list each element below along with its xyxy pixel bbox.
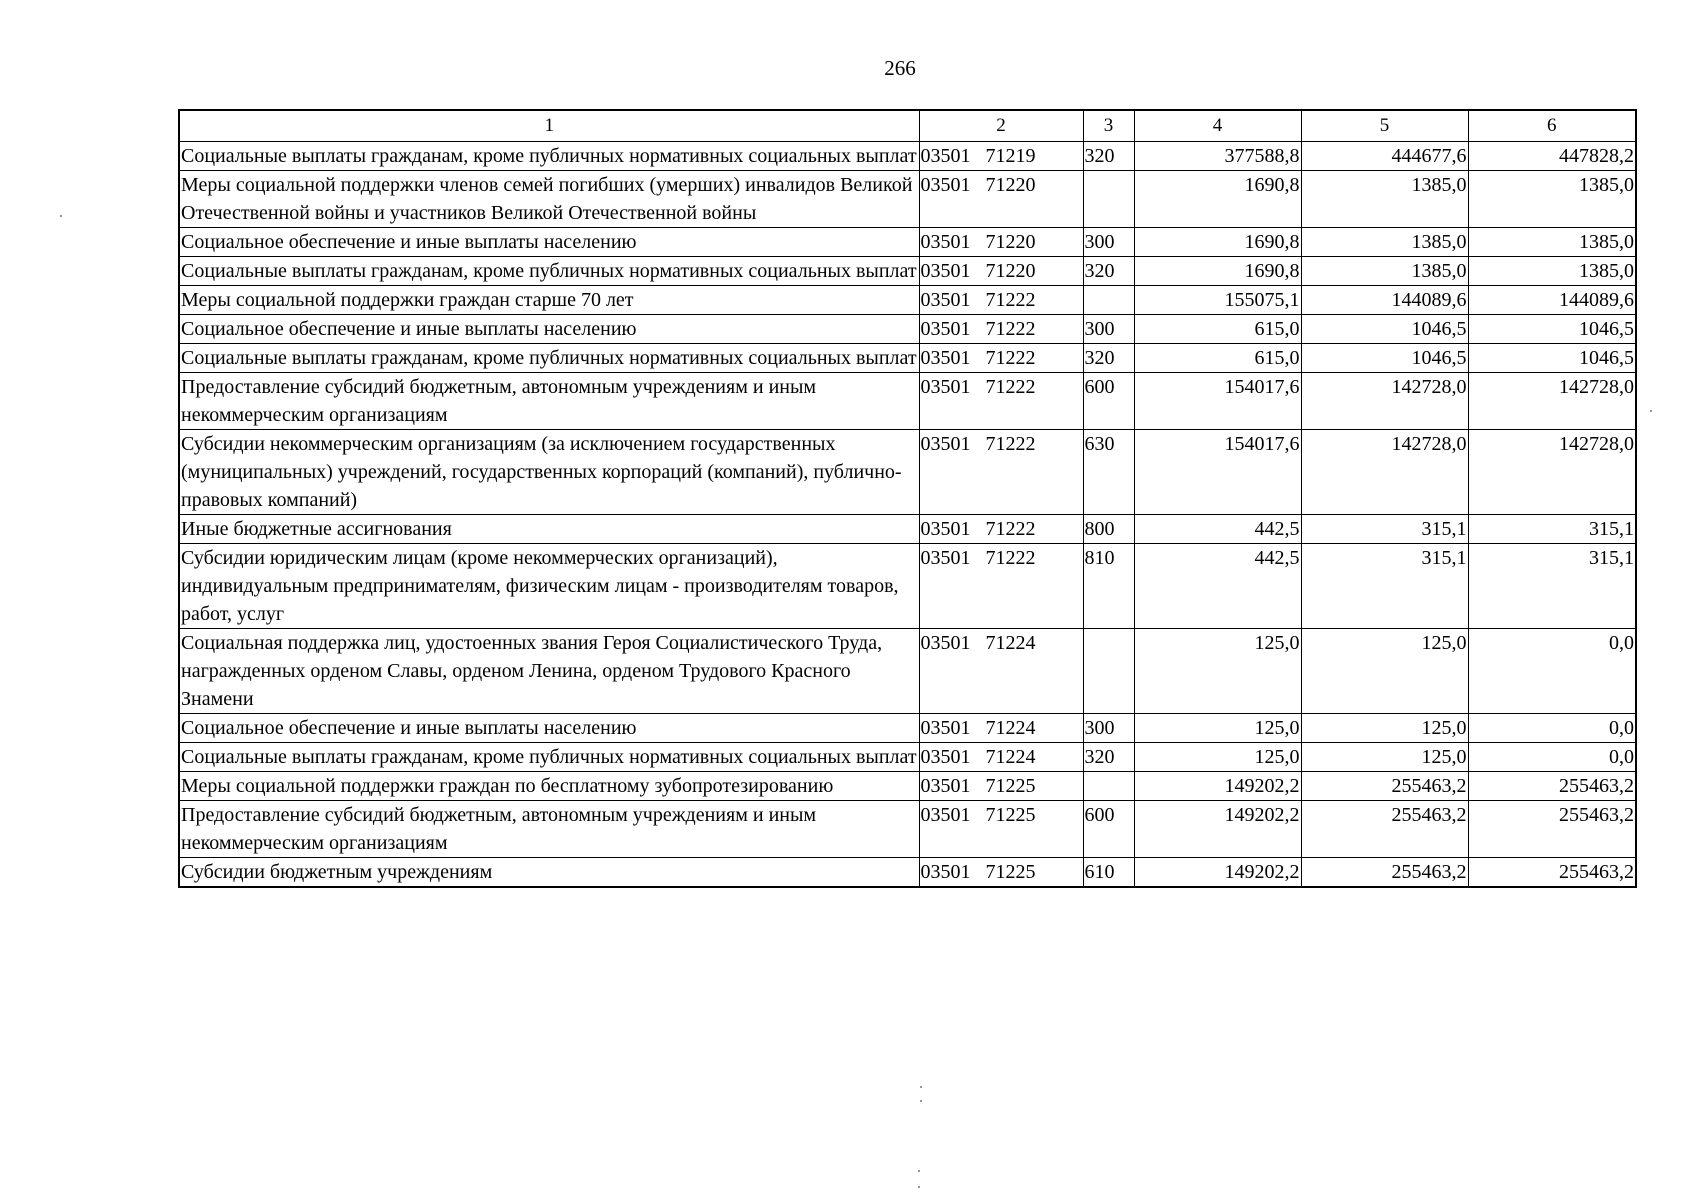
table-row xyxy=(179,714,1636,743)
row-code: 03501 71225 xyxy=(919,858,1083,888)
row-expense-type xyxy=(1083,772,1134,801)
scan-speck xyxy=(918,1170,920,1172)
row-value-col6: 1046,5 xyxy=(1468,315,1636,344)
row-code: 03501 71224 xyxy=(919,714,1083,743)
row-value-col6: 447828,2 xyxy=(1468,142,1636,171)
row-value-col4: 615,0 xyxy=(1134,344,1301,373)
row-code: 03501 71225 xyxy=(919,772,1083,801)
column-header: 1 xyxy=(179,110,919,142)
row-expense-type: 600 xyxy=(1083,801,1134,858)
row-code: 03501 71225 xyxy=(919,801,1083,858)
table-row xyxy=(179,772,1636,801)
row-expense-type xyxy=(1083,171,1134,228)
row-code: 03501 71220 xyxy=(919,257,1083,286)
scan-speck xyxy=(918,1186,920,1188)
row-name: Меры социальной поддержки членов семей погибших (умерших) инвалидов Великой Отечественной войны и участников Великой Отечественной войны xyxy=(179,171,919,228)
row-name: Субсидии бюджетным учреждениям xyxy=(179,858,919,888)
row-value-col6: 144089,6 xyxy=(1468,286,1636,315)
row-value-col6: 315,1 xyxy=(1468,544,1636,629)
row-name: Социальная поддержка лиц, удостоенных звания Героя Социалистического Труда, награжденных орденом Славы, орденом Ленина, орденом Трудового Красного Знамени xyxy=(179,629,919,714)
row-expense-type xyxy=(1083,629,1134,714)
column-header: 5 xyxy=(1301,110,1468,142)
row-value-col5: 125,0 xyxy=(1301,743,1468,772)
row-expense-type: 320 xyxy=(1083,257,1134,286)
row-value-col5: 315,1 xyxy=(1301,515,1468,544)
row-value-col5: 255463,2 xyxy=(1301,858,1468,888)
row-code: 03501 71220 xyxy=(919,228,1083,257)
row-value-col6: 255463,2 xyxy=(1468,858,1636,888)
row-value-col4: 125,0 xyxy=(1134,629,1301,714)
column-header: 6 xyxy=(1468,110,1636,142)
row-code: 03501 71222 xyxy=(919,315,1083,344)
row-name: Предоставление субсидий бюджетным, автономным учреждениям и иным некоммерческим организациям xyxy=(179,373,919,430)
row-value-col6: 255463,2 xyxy=(1468,772,1636,801)
row-value-col6: 315,1 xyxy=(1468,515,1636,544)
row-name: Предоставление субсидий бюджетным, автономным учреждениям и иным некоммерческим организациям xyxy=(179,801,919,858)
row-expense-type: 610 xyxy=(1083,858,1134,888)
row-code: 03501 71219 xyxy=(919,142,1083,171)
row-value-col4: 149202,2 xyxy=(1134,858,1301,888)
row-code: 03501 71220 xyxy=(919,171,1083,228)
table-row xyxy=(179,171,1636,228)
budget-table xyxy=(178,109,1637,888)
table-row xyxy=(179,858,1636,888)
column-header: 3 xyxy=(1083,110,1134,142)
row-value-col4: 1690,8 xyxy=(1134,228,1301,257)
row-code: 03501 71222 xyxy=(919,373,1083,430)
row-name: Социальные выплаты гражданам, кроме публичных нормативных социальных выплат xyxy=(179,142,919,171)
row-value-col6: 1385,0 xyxy=(1468,171,1636,228)
scan-speck xyxy=(920,1086,922,1088)
row-name: Субсидии некоммерческим организациям (за исключением государственных (муниципальных) учреждений, государственных корпораций (компаний), публично-правовых компаний) xyxy=(179,430,919,515)
row-value-col6: 142728,0 xyxy=(1468,373,1636,430)
row-value-col5: 1385,0 xyxy=(1301,228,1468,257)
row-value-col4: 149202,2 xyxy=(1134,772,1301,801)
row-expense-type: 800 xyxy=(1083,515,1134,544)
table-row xyxy=(179,544,1636,629)
row-name: Социальные выплаты гражданам, кроме публичных нормативных социальных выплат xyxy=(179,743,919,772)
table-row xyxy=(179,515,1636,544)
row-name: Социальное обеспечение и иные выплаты населению xyxy=(179,228,919,257)
row-value-col4: 1690,8 xyxy=(1134,257,1301,286)
table-row xyxy=(179,257,1636,286)
row-value-col5: 144089,6 xyxy=(1301,286,1468,315)
row-value-col5: 444677,6 xyxy=(1301,142,1468,171)
table-row xyxy=(179,430,1636,515)
row-code: 03501 71224 xyxy=(919,743,1083,772)
row-expense-type: 320 xyxy=(1083,142,1134,171)
row-value-col5: 255463,2 xyxy=(1301,772,1468,801)
table-row xyxy=(179,344,1636,373)
row-expense-type xyxy=(1083,286,1134,315)
row-value-col4: 377588,8 xyxy=(1134,142,1301,171)
row-expense-type: 300 xyxy=(1083,228,1134,257)
column-header: 4 xyxy=(1134,110,1301,142)
row-code: 03501 71222 xyxy=(919,544,1083,629)
table-row xyxy=(179,743,1636,772)
row-code: 03501 71222 xyxy=(919,344,1083,373)
table-row xyxy=(179,286,1636,315)
row-name: Меры социальной поддержки граждан по бесплатному зубопротезированию xyxy=(179,772,919,801)
column-header: 2 xyxy=(919,110,1083,142)
row-value-col4: 125,0 xyxy=(1134,714,1301,743)
row-code: 03501 71222 xyxy=(919,286,1083,315)
row-value-col5: 125,0 xyxy=(1301,714,1468,743)
row-expense-type: 600 xyxy=(1083,373,1134,430)
row-value-col4: 1690,8 xyxy=(1134,171,1301,228)
row-name: Иные бюджетные ассигнования xyxy=(179,515,919,544)
row-expense-type: 300 xyxy=(1083,315,1134,344)
row-name: Субсидии юридическим лицам (кроме некоммерческих организаций), индивидуальным предпринимателям, физическим лицам - производителям товаров, работ, услуг xyxy=(179,544,919,629)
row-value-col6: 142728,0 xyxy=(1468,430,1636,515)
row-value-col4: 125,0 xyxy=(1134,743,1301,772)
header-row xyxy=(179,110,1636,142)
table-row xyxy=(179,315,1636,344)
table-row xyxy=(179,228,1636,257)
table-row xyxy=(179,142,1636,171)
row-value-col4: 154017,6 xyxy=(1134,373,1301,430)
row-value-col4: 149202,2 xyxy=(1134,801,1301,858)
row-value-col6: 0,0 xyxy=(1468,743,1636,772)
row-code: 03501 71222 xyxy=(919,515,1083,544)
row-value-col5: 1046,5 xyxy=(1301,344,1468,373)
row-value-col6: 0,0 xyxy=(1468,629,1636,714)
row-value-col4: 442,5 xyxy=(1134,515,1301,544)
row-value-col5: 142728,0 xyxy=(1301,373,1468,430)
row-expense-type: 630 xyxy=(1083,430,1134,515)
row-value-col5: 1385,0 xyxy=(1301,257,1468,286)
row-value-col5: 1385,0 xyxy=(1301,171,1468,228)
table-row xyxy=(179,629,1636,714)
table-body xyxy=(179,142,1636,888)
row-expense-type: 320 xyxy=(1083,743,1134,772)
row-value-col6: 0,0 xyxy=(1468,714,1636,743)
row-name: Социальное обеспечение и иные выплаты населению xyxy=(179,714,919,743)
row-value-col5: 315,1 xyxy=(1301,544,1468,629)
row-value-col4: 155075,1 xyxy=(1134,286,1301,315)
row-name: Социальное обеспечение и иные выплаты населению xyxy=(179,315,919,344)
row-value-col5: 142728,0 xyxy=(1301,430,1468,515)
row-value-col4: 154017,6 xyxy=(1134,430,1301,515)
row-value-col4: 615,0 xyxy=(1134,315,1301,344)
table-row xyxy=(179,373,1636,430)
page-number: 266 xyxy=(884,56,916,80)
row-name: Социальные выплаты гражданам, кроме публичных нормативных социальных выплат xyxy=(179,344,919,373)
row-value-col6: 1046,5 xyxy=(1468,344,1636,373)
row-value-col6: 255463,2 xyxy=(1468,801,1636,858)
row-code: 03501 71224 xyxy=(919,629,1083,714)
row-name: Социальные выплаты гражданам, кроме публичных нормативных социальных выплат xyxy=(179,257,919,286)
row-expense-type: 320 xyxy=(1083,344,1134,373)
row-value-col6: 1385,0 xyxy=(1468,228,1636,257)
scan-speck xyxy=(60,215,62,217)
row-code: 03501 71222 xyxy=(919,430,1083,515)
row-value-col5: 255463,2 xyxy=(1301,801,1468,858)
table-row xyxy=(179,801,1636,858)
row-value-col6: 1385,0 xyxy=(1468,257,1636,286)
row-expense-type: 300 xyxy=(1083,714,1134,743)
scan-speck xyxy=(1650,410,1652,412)
row-value-col5: 125,0 xyxy=(1301,629,1468,714)
row-value-col5: 1046,5 xyxy=(1301,315,1468,344)
scan-speck xyxy=(920,1100,922,1102)
row-name: Меры социальной поддержки граждан старше 70 лет xyxy=(179,286,919,315)
row-expense-type: 810 xyxy=(1083,544,1134,629)
row-value-col4: 442,5 xyxy=(1134,544,1301,629)
